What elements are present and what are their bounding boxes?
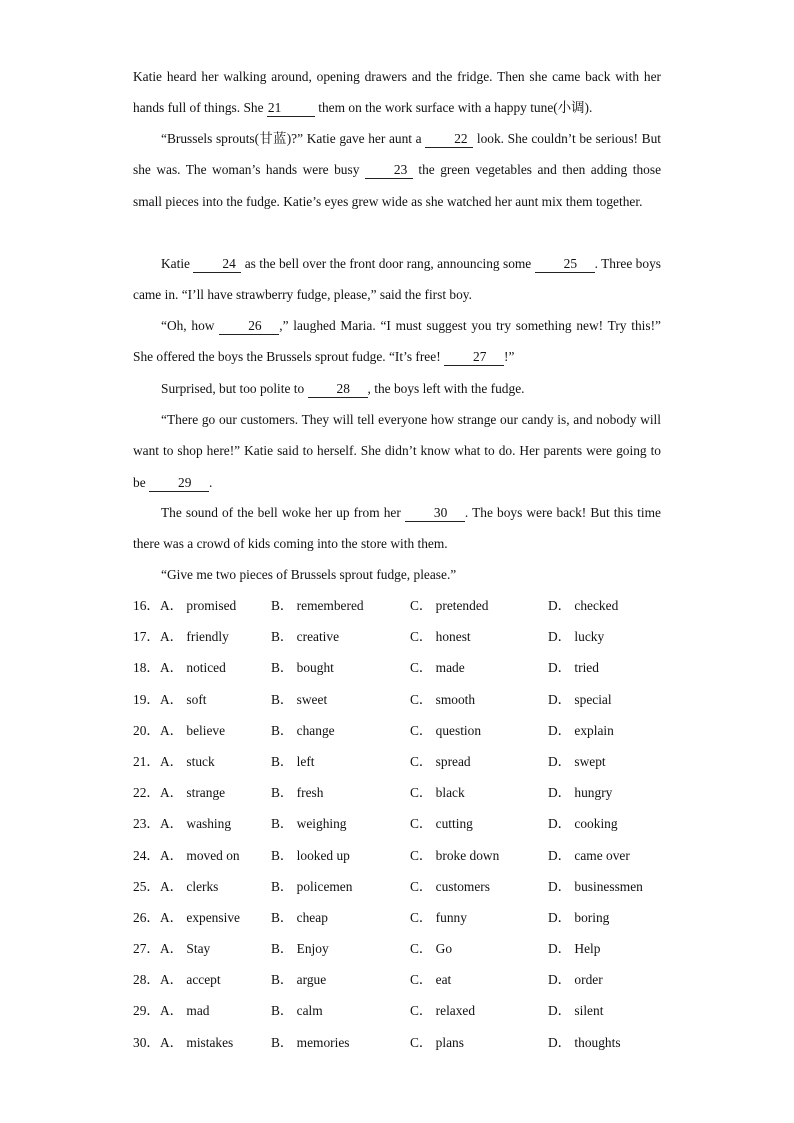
passage-paragraph (133, 248, 661, 311)
option-d: D． businessmen (548, 878, 643, 894)
answer-blank: 26 (219, 318, 279, 335)
option-b: B． Enjoy (271, 941, 329, 957)
option-c: C． funny (410, 909, 467, 925)
option-c: C． plans (410, 1034, 464, 1050)
passage-paragraph (133, 310, 661, 373)
question-options-row (133, 746, 673, 777)
option-a: A． stuck (160, 753, 215, 769)
passage-paragraph (133, 61, 661, 124)
option-c: C． smooth (410, 691, 476, 707)
option-d: D． hungry (548, 785, 613, 801)
option-b: B． policemen (271, 878, 353, 894)
question-number: 28． (133, 972, 160, 988)
passage-text: . (209, 474, 213, 490)
passage-text: “Brussels sprouts(甘蓝)?” Katie gave her aunt a (161, 131, 426, 146)
passage-text: “Oh, how (161, 318, 220, 333)
question-options-row (133, 1027, 673, 1058)
option-b: B． memories (271, 1034, 350, 1050)
option-c: C． cutting (410, 816, 473, 832)
option-a: A． strange (160, 785, 226, 801)
option-d: D． order (548, 972, 603, 988)
option-a: A． moved on (160, 847, 240, 863)
option-a: A． soft (160, 691, 207, 707)
question-options-row (133, 715, 673, 746)
option-b: B． sweet (271, 691, 328, 707)
passage-text: look. She couldn’t be serious! But she was. The woman’s hands were busy (133, 131, 661, 178)
passage-text: The sound of the bell woke her up from her (161, 505, 405, 520)
question-options-row (133, 777, 673, 808)
option-a: A． Stay (160, 941, 211, 957)
option-c: C． honest (410, 629, 471, 645)
option-c: C． pretended (410, 598, 489, 613)
option-d: D． lucky (548, 629, 605, 645)
option-d: D． tried (548, 660, 599, 676)
option-c: C． made (410, 660, 465, 676)
option-d: D． swept (548, 753, 606, 769)
question-options-row (133, 995, 673, 1026)
option-b: B． weighing (271, 816, 347, 832)
answer-blank: 23 (365, 162, 413, 179)
question-options-row (133, 808, 673, 839)
option-a: A． accept (160, 972, 221, 988)
option-b: B． remembered (271, 598, 364, 613)
option-b: B． looked up (271, 847, 350, 863)
option-c: C． Go (410, 941, 453, 957)
option-b: B． bought (271, 660, 334, 676)
passage-text: . The boys were back! But this time there was a crowd of kids coming into the store with them. (133, 505, 661, 552)
option-d: D． Help (548, 941, 601, 957)
question-options-row (133, 652, 673, 683)
question-options-row (133, 684, 673, 715)
question-options-row (133, 590, 673, 621)
question-number: 20． (133, 722, 160, 738)
answer-blank: 28 (308, 381, 368, 398)
answer-blank: 25 (535, 256, 595, 273)
question-number: 23． (133, 816, 160, 832)
question-number: 16． (133, 598, 160, 613)
passage-paragraph (133, 404, 661, 498)
option-c: C． black (410, 785, 465, 801)
passage-text: Katie (161, 256, 194, 271)
question-number: 30． (133, 1034, 160, 1050)
passage-paragraph (133, 123, 661, 217)
option-b: B． calm (271, 1003, 323, 1019)
option-d: D． came over (548, 847, 630, 863)
option-c: C． relaxed (410, 1003, 476, 1019)
option-d: D． boring (548, 909, 610, 925)
passage-text: as the bell over the front door rang, announcing some (241, 256, 535, 271)
passage-text: “There go our customers. They will tell everyone how strange our candy is, and nobody will want to shop here!” Katie said to herself. She didn’t know what to do. Her parents were going to be (133, 412, 661, 490)
passage-text: , the boys left with the fudge. (367, 381, 525, 396)
answer-blank: 27 (444, 349, 504, 366)
question-options-row (133, 933, 673, 964)
option-a: A． expensive (160, 909, 240, 925)
option-a: A． friendly (160, 629, 229, 645)
option-c: C． broke down (410, 847, 500, 863)
option-a: A． mad (160, 1003, 210, 1019)
passage-paragraph (133, 497, 661, 560)
option-d: D． explain (548, 722, 614, 738)
option-c: C． eat (410, 972, 452, 988)
question-number: 21． (133, 753, 160, 769)
option-d: D． thoughts (548, 1034, 621, 1050)
passage-text: . Three boys came in. “I’ll have strawberry fudge, please,” said the first boy. (133, 256, 661, 303)
question-number: 27． (133, 941, 160, 957)
question-options-row (133, 621, 673, 652)
question-number: 18． (133, 660, 160, 676)
passage-paragraph (133, 373, 661, 404)
option-b: B． creative (271, 629, 340, 645)
option-a: A． noticed (160, 660, 226, 676)
option-d: D． silent (548, 1003, 604, 1019)
option-d: D． special (548, 691, 612, 707)
option-c: C． question (410, 722, 482, 738)
question-number: 25． (133, 878, 160, 894)
question-number: 24． (133, 847, 160, 863)
answer-blank: 21 (267, 100, 315, 117)
passage-text: the green vegetables and then adding those small pieces into the fudge. Katie’s eyes grew wide as she watched her aunt mix them together. (133, 162, 662, 209)
passage-text: Surprised, but too polite to (161, 381, 308, 396)
option-b: B． left (271, 753, 315, 769)
passage-text: Katie heard her walking around, opening drawers and the fridge. Then she came back with her hands full of things. She (133, 69, 661, 116)
question-number: 17． (133, 629, 160, 645)
answer-blank: 22 (425, 131, 473, 148)
passage-text: !” (504, 349, 515, 365)
option-d: D． cooking (548, 816, 618, 832)
option-b: B． argue (271, 972, 327, 988)
passage-paragraph (133, 559, 661, 590)
question-number: 29． (133, 1003, 160, 1019)
question-number: 22． (133, 785, 160, 801)
answer-blank: 29 (149, 475, 209, 492)
question-options-row (133, 840, 673, 871)
option-b: B． fresh (271, 785, 324, 801)
option-b: B． cheap (271, 909, 328, 925)
question-options-row (133, 964, 673, 995)
option-a: A． mistakes (160, 1034, 234, 1050)
option-a: A． promised (160, 598, 237, 613)
answer-blank: 24 (193, 256, 241, 273)
passage-text: them on the work surface with a happy tune(小调). (314, 100, 593, 116)
option-d: D． checked (548, 598, 619, 613)
question-number: 19． (133, 691, 160, 707)
option-a: A． believe (160, 722, 226, 738)
question-options-row (133, 871, 673, 902)
option-b: B． change (271, 722, 335, 738)
question-options-row (133, 902, 673, 933)
answer-options-list (133, 590, 673, 1058)
answer-blank: 30 (405, 505, 465, 522)
option-a: A． washing (160, 816, 232, 832)
option-c: C． customers (410, 878, 490, 894)
question-number: 26． (133, 909, 160, 925)
passage-text: ,” laughed Maria. “I must suggest you try something new! Try this!” She offered the boys the Brussels sprout fudge. “It’s free! (133, 318, 661, 365)
option-a: A． clerks (160, 878, 219, 894)
option-c: C． spread (410, 753, 471, 769)
passage-text: “Give me two pieces of Brussels sprout fudge, please.” (161, 567, 457, 582)
